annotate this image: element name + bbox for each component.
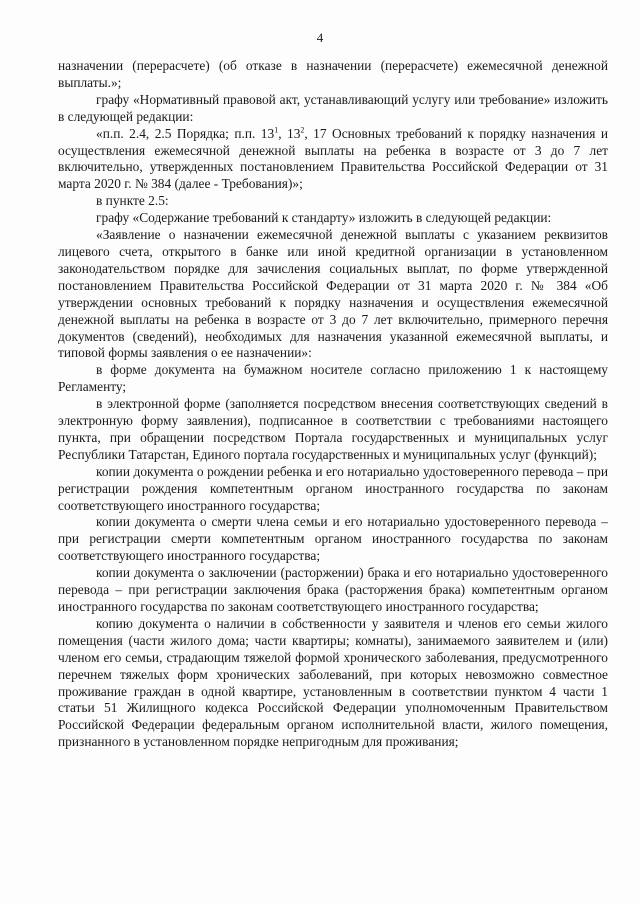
paragraph-5: графу «Содержание требований к стандарту» изложить в следующей редакции: xyxy=(96,210,552,226)
paragraph-2: графу «Нормативный правовой акт, устанавливающий услугу или требование» изложить в следующей редакции: xyxy=(58,91,608,124)
paragraph-3-part-3: , 17 Основных требований к порядку назначения и осуществления ежемесячной денежной выплаты на ребенка в возрасте от 3 до 7 лет включительно, утвержденных постановлением Правительства Российской Федерации от 31 марта 2020 г. № 384 (далее - Требования)»; xyxy=(58,125,609,192)
paragraph-10: копии документа о смерти члена семьи и его нотариально удостоверенного перевода – при регистрации смерти компетентным органом иностранного государства по законам соответствующего иностранного государства; xyxy=(58,514,608,564)
paragraph-7: в форме документа на бумажном носителе согласно приложению 1 к настоящему Регламенту; xyxy=(58,362,608,395)
document-body xyxy=(58,58,608,751)
paragraph-11: копии документа о заключении (расторжении) брака и его нотариально удостоверенного перевода – при регистрации заключения брака (расторжения брака) компетентным органом иностранного государства по законам соответствующего иностранного государства; xyxy=(58,565,608,614)
superscript-2: 2 xyxy=(300,125,305,135)
paragraph-9: копии документа о рождении ребенка и его нотариально удостоверенного перевода – при регистрации рождения компетентным органом иностранного государства по законам соответствующего иностранного государства; xyxy=(58,463,608,513)
superscript-1: 1 xyxy=(274,125,279,135)
page-number: 4 xyxy=(316,30,324,45)
paragraph-4: в пункте 2.5: xyxy=(96,193,169,209)
paragraph-6: «Заявление о назначении ежемесячной денежной выплаты с указанием реквизитов лицевого счета, открытого в банке или иной кредитной организации в установленном законодательством порядке для зачисления социальных выплат, по форме утвержденной постановлением Правительства Российской Федерации от 31 марта 2020 г. № 384 «Об утверждении основных требований к порядку назначения и осуществления ежемесячной денежной выплаты на ребенка в возрасте от 3 до 7 лет включительно, примерного перечня документов (сведений), необходимых для назначения указанной ежемесячной выплаты, и типовой формы заявления о ее назначении»: xyxy=(58,227,608,361)
paragraph-8: в электронной форме (заполняется посредством внесения соответствующих сведений в электронную форму заявления), подписанное в соответствии с требованиями настоящего пункта, при обращении посредством Портала государственных и муниципальных услуг Республики Татарстан, Единого портала государственных и муниципальных услуг (функций); xyxy=(58,396,608,462)
paragraph-12: копию документа о наличии в собственности у заявителя и членов его семьи жилого помещения (части жилого дома; части квартиры; комнаты), занимаемого заявителем и (или) членом его семьи, страдающим тяжелой формой хронического заболевания, предусмотренного перечнем тяжелых форм хронических заболеваний, при которых невозможно совместное проживание граждан в одной квартире, установленным в соответствии пунктом 4 части 1 статьи 51 Жилищного кодекса Российской Федерации уполномоченным Правительством Российской Федерации федеральным органом исполнительной власти, жилого помещения, признанного в установленном порядке непригодным для проживания; xyxy=(58,615,608,750)
paragraph-3-part-2: , 13 xyxy=(278,125,301,141)
paragraph-3 xyxy=(58,126,608,194)
paragraph-3-part-1: «п.п. 2.4, 2.5 Порядка; п.п. 13 xyxy=(96,125,275,141)
paragraph-1: назначении (перерасчете) (об отказе в назначении (перерасчете) ежемесячной денежной выплаты.»; xyxy=(58,58,608,90)
